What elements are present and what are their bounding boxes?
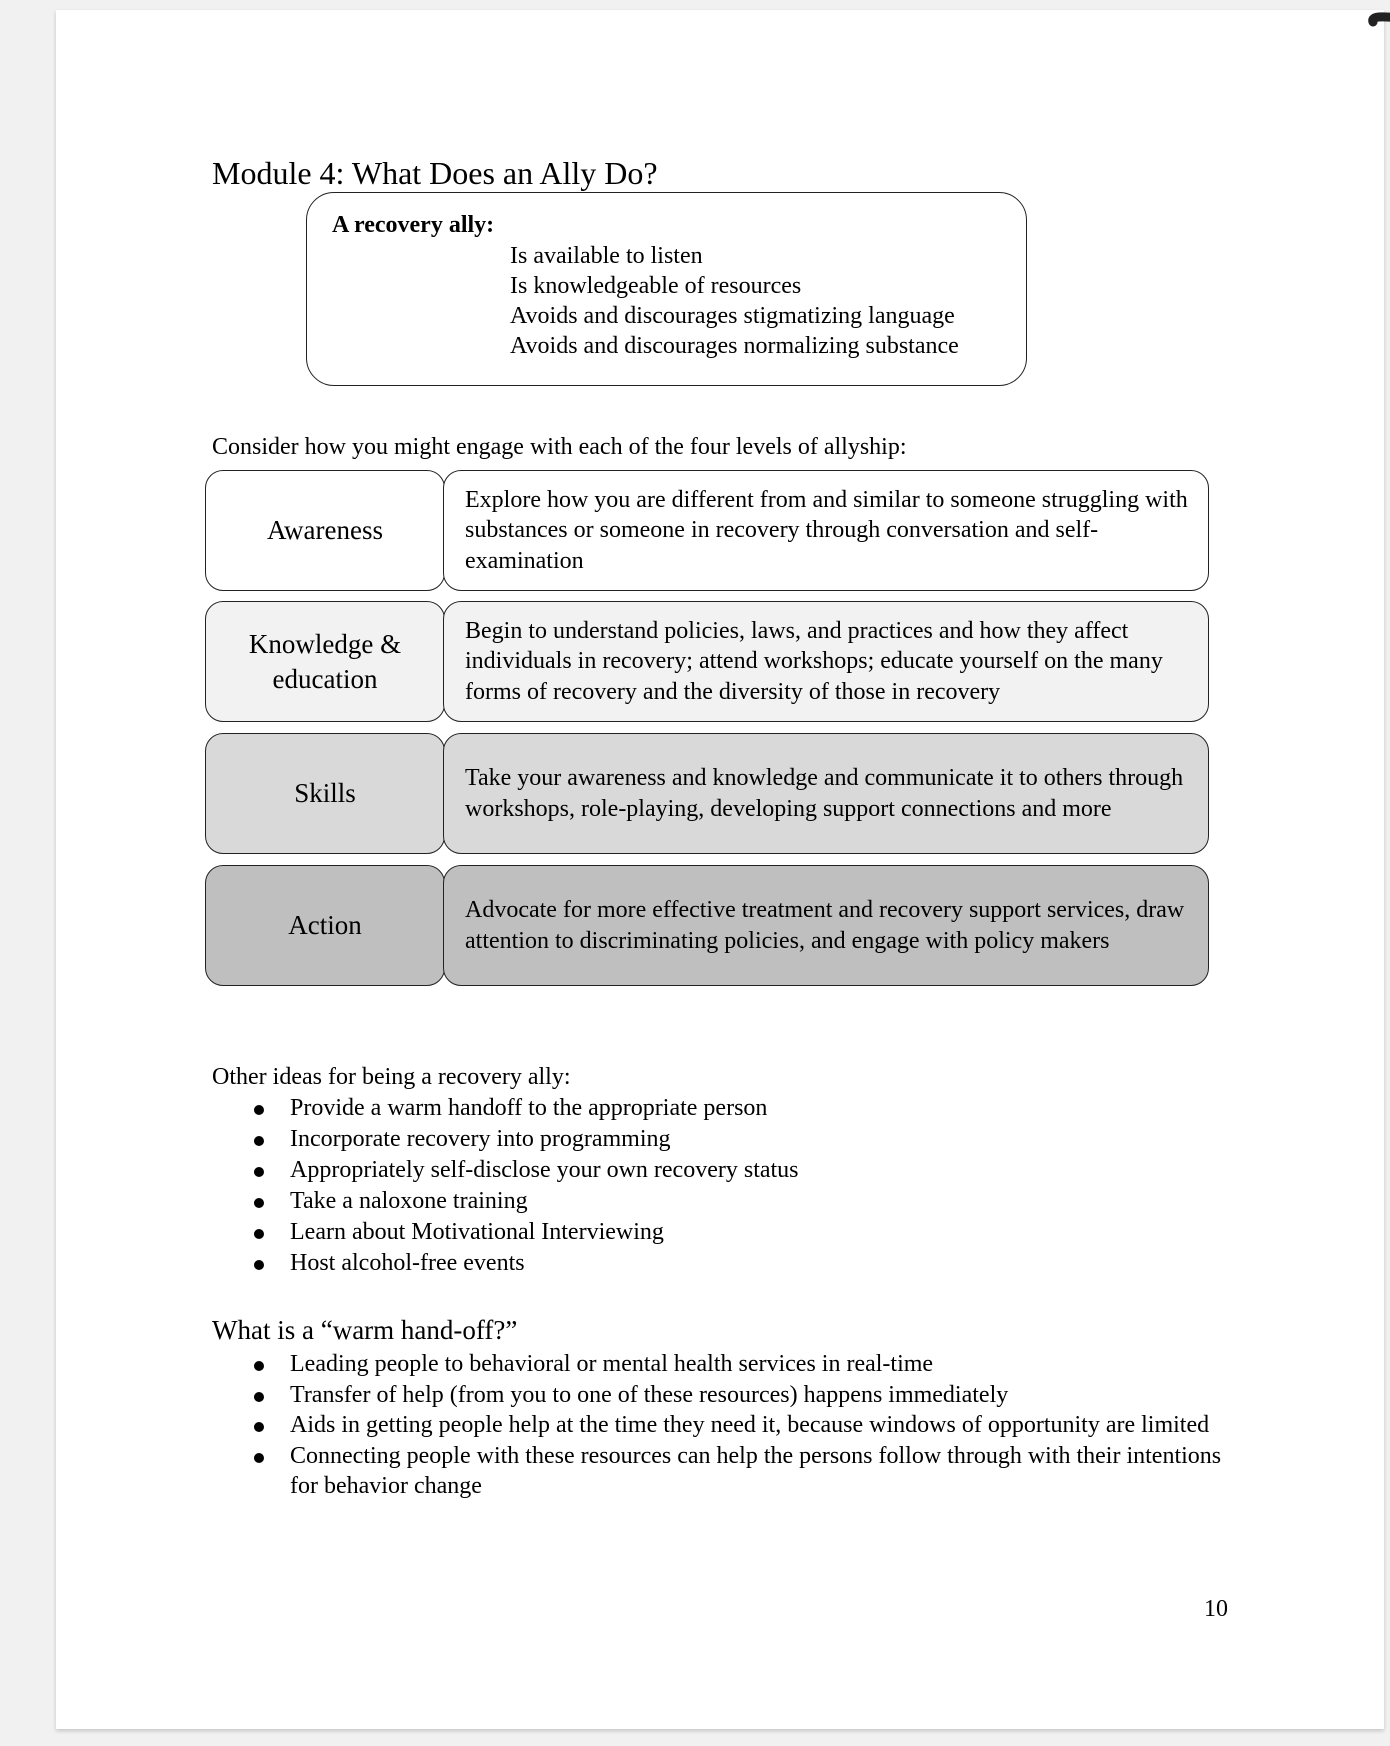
warm-handoff-list (212, 1349, 1222, 1502)
bullet-icon (254, 1361, 264, 1371)
bullet-icon (254, 1453, 264, 1463)
list-item (212, 1248, 1112, 1279)
list-item-text: Transfer of help (from you to one of these resources) happens immediately (290, 1381, 1009, 1408)
list-item-text: Host alcohol-free events (290, 1250, 525, 1276)
levels-intro: Consider how you might engage with each of the four levels of allyship: (212, 434, 907, 460)
level-label: Awareness (205, 470, 445, 591)
recovery-ally-heading: A recovery ally: (332, 212, 495, 238)
list-item (212, 1410, 1222, 1441)
list-item: Is knowledgeable of resources (510, 273, 802, 299)
list-item (212, 1349, 1222, 1380)
list-item (212, 1186, 1112, 1217)
list-item: Is available to listen (510, 243, 703, 269)
recovery-ally-list (510, 241, 959, 361)
list-item: Avoids and discourages stigmatizing language (510, 303, 955, 329)
other-ideas-list (212, 1093, 1112, 1279)
list-item-text: Incorporate recovery into programming (290, 1126, 671, 1152)
bullet-icon (254, 1136, 264, 1146)
list-item (212, 1441, 1222, 1502)
bullet-icon (254, 1422, 264, 1432)
list-item-text: Leading people to behavioral or mental health services in real-time (290, 1351, 934, 1377)
list-item (212, 1217, 1112, 1248)
bullet-icon (254, 1260, 264, 1270)
level-label (205, 601, 445, 722)
level-description: Begin to understand policies, laws, and practices and how they affect individuals in recovery; attend workshops; educate yourself on the many forms of recovery and the diversity of those in recovery (443, 601, 1209, 722)
bullet-icon (254, 1198, 264, 1208)
list-item (212, 1380, 1222, 1411)
level-label-text: Knowledge & education (248, 628, 402, 694)
list-item-text: Learn about Motivational Interviewing (290, 1219, 664, 1245)
level-row-skills (205, 733, 1209, 854)
other-ideas-heading: Other ideas for being a recovery ally: (212, 1064, 571, 1090)
recovery-ally-box (306, 192, 1027, 386)
bullet-icon (254, 1229, 264, 1239)
warm-handoff-heading: What is a “warm hand-off?” (212, 1315, 518, 1345)
list-item (212, 1155, 1112, 1186)
list-item-text: Take a naloxone training (290, 1188, 528, 1214)
list-item (212, 1124, 1112, 1155)
bullet-icon (254, 1392, 264, 1402)
list-item: Avoids and discourages normalizing substance (510, 333, 959, 359)
level-description: Take your awareness and knowledge and communicate it to others through workshops, role-playing, developing support connections and more (443, 733, 1209, 854)
level-label: Skills (205, 733, 445, 854)
level-row-knowledge (205, 601, 1209, 722)
page-title: Module 4: What Does an Ally Do? (212, 155, 658, 191)
pen-annotation-icon (1361, 0, 1390, 30)
level-row-awareness (205, 470, 1209, 591)
bullet-icon (254, 1105, 264, 1115)
list-item-text: Aids in getting people help at the time they need it, because windows of opportunity are limited (290, 1412, 1210, 1438)
list-item-text: Appropriately self-disclose your own recovery status (290, 1157, 799, 1183)
list-item-text: Provide a warm handoff to the appropriate person (290, 1095, 768, 1121)
level-description: Advocate for more effective treatment and recovery support services, draw attention to discriminating policies, and engage with policy makers (443, 865, 1209, 986)
list-item (212, 1093, 1112, 1124)
level-row-action (205, 865, 1209, 986)
list-item-text: Connecting people with these resources can help the persons follow through with their intentions for behavior change (290, 1442, 1222, 1499)
level-label: Action (205, 865, 445, 986)
level-description: Explore how you are different from and similar to someone struggling with substances or someone in recovery through conversation and self-examination (443, 470, 1209, 591)
page-number: 10 (1204, 1596, 1228, 1622)
bullet-icon (254, 1167, 264, 1177)
